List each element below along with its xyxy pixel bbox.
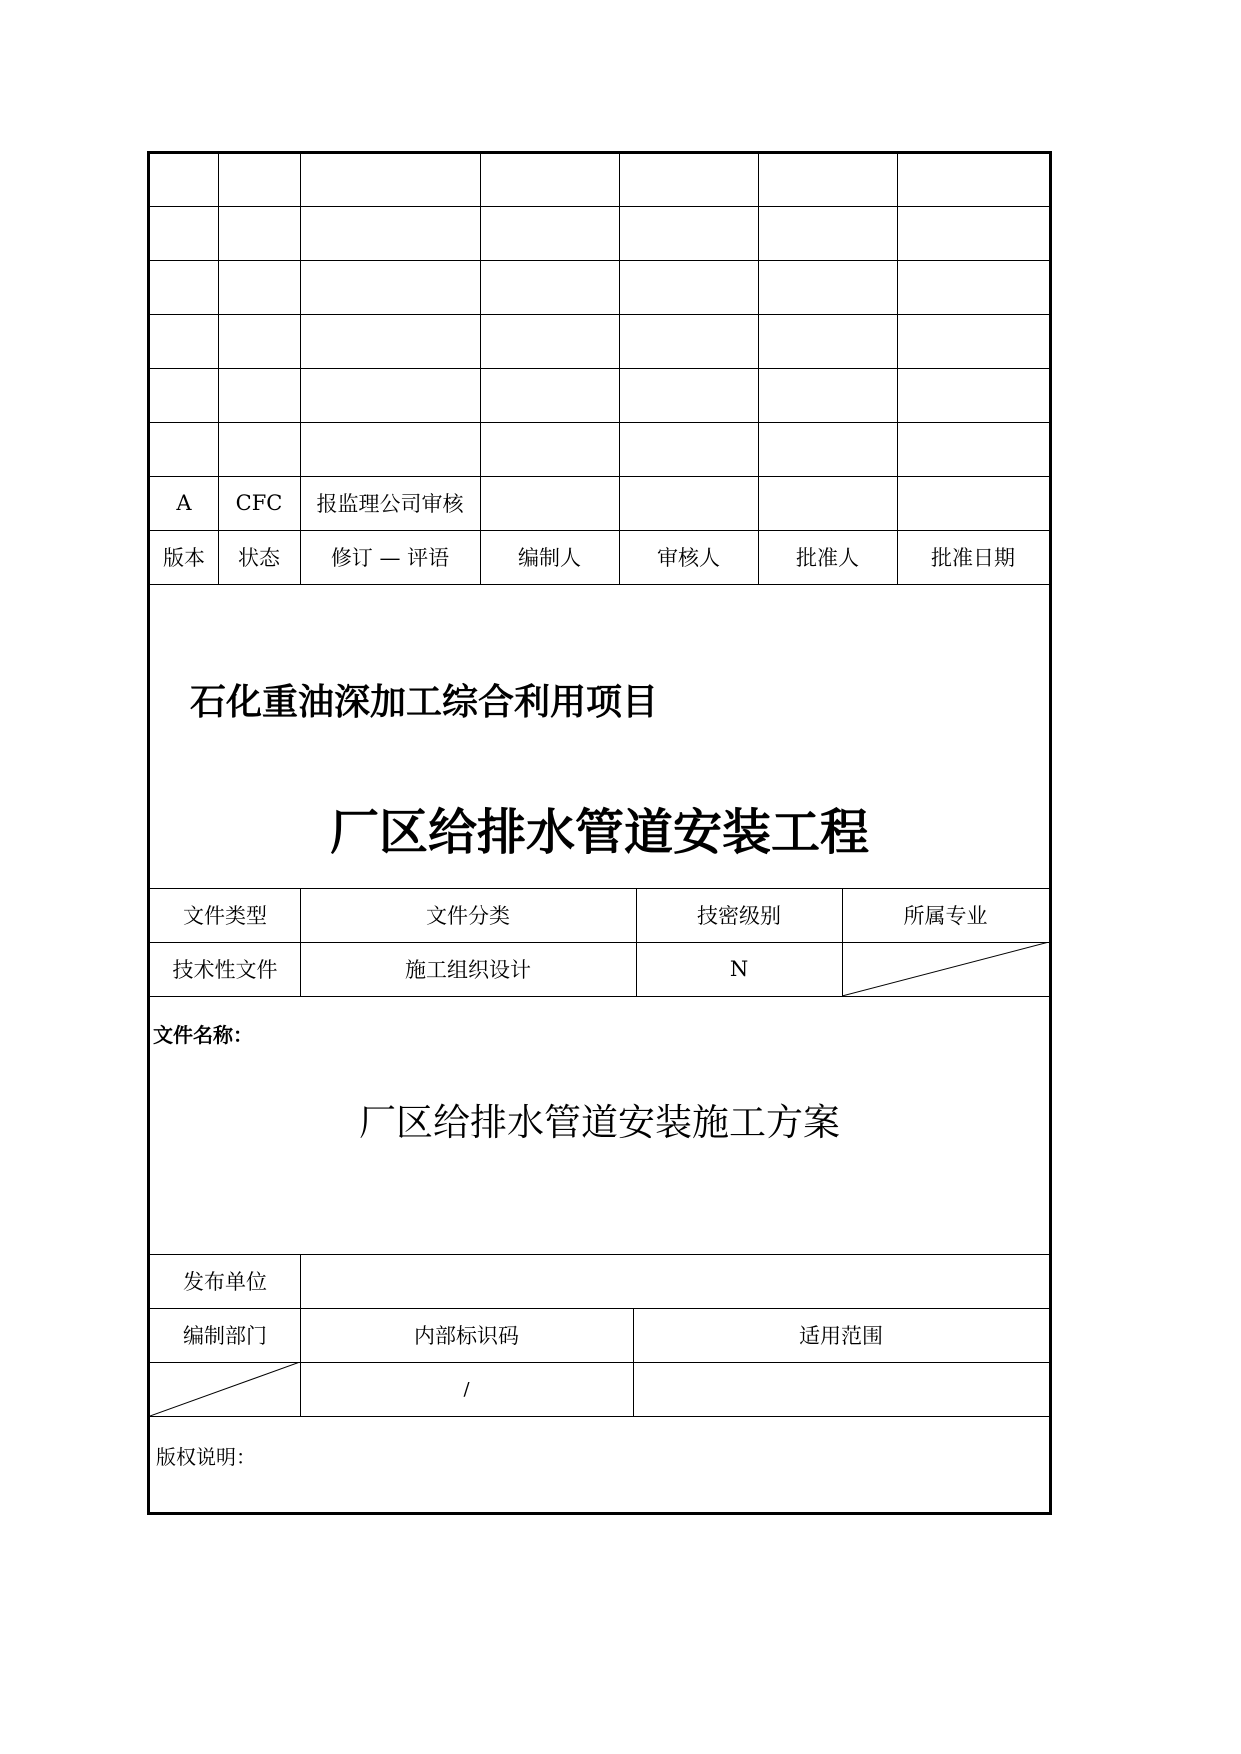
header-revision-comment: 修订 — 评语 xyxy=(330,546,450,570)
grid-line xyxy=(897,154,898,584)
header-security-level: 技密级别 xyxy=(697,904,781,928)
header-scope: 适用范围 xyxy=(799,1324,883,1348)
department-diagonal-slash xyxy=(150,1362,300,1416)
grid-line xyxy=(150,260,1049,261)
grid-line xyxy=(150,422,1049,423)
header-internal-id: 内部标识码 xyxy=(414,1324,519,1348)
file-category-value: 施工组织设计 xyxy=(405,958,531,982)
header-prepared-by: 编制人 xyxy=(518,546,581,570)
grid-line xyxy=(150,206,1049,207)
publisher-value xyxy=(300,1254,1049,1308)
scope-value xyxy=(633,1362,1049,1416)
file-name-label: 文件名称： xyxy=(153,1023,253,1047)
file-name-value: 厂区给排水管道安装施工方案 xyxy=(359,1101,840,1144)
publisher-label: 发布单位 xyxy=(183,1270,267,1294)
header-discipline: 所属专业 xyxy=(903,904,988,928)
header-approval-date: 批准日期 xyxy=(931,546,1015,570)
header-file-type: 文件类型 xyxy=(183,904,267,928)
grid-line xyxy=(150,996,1049,997)
internal-id-value: / xyxy=(463,1378,470,1400)
grid-line xyxy=(150,314,1049,315)
project-subtitle: 厂区给排水管道安装工程 xyxy=(329,804,869,861)
revision-version-cell: A xyxy=(176,491,192,515)
copyright-label: 版权说明： xyxy=(156,1445,256,1469)
document-cover-sheet xyxy=(147,151,1052,1515)
file-type-value: 技术性文件 xyxy=(172,958,278,982)
grid-line xyxy=(480,154,481,584)
revision-status-cell: CFC xyxy=(235,491,283,515)
header-approved-by: 批准人 xyxy=(796,546,859,570)
discipline-diagonal-slash xyxy=(842,942,1049,996)
grid-line xyxy=(150,584,1049,585)
grid-line xyxy=(758,154,759,584)
header-status: 状态 xyxy=(238,546,280,570)
security-level-value: N xyxy=(729,957,749,981)
grid-line xyxy=(150,1416,1049,1417)
grid-line xyxy=(619,154,620,584)
project-title: 石化重油深加工综合利用项目 xyxy=(190,682,659,723)
header-version: 版本 xyxy=(163,546,205,570)
header-file-category: 文件分类 xyxy=(426,904,510,928)
grid-line xyxy=(150,368,1049,369)
header-reviewed-by: 审核人 xyxy=(657,546,720,570)
header-department: 编制部门 xyxy=(183,1324,267,1348)
revision-comment-cell: 报监理公司审核 xyxy=(316,492,464,516)
